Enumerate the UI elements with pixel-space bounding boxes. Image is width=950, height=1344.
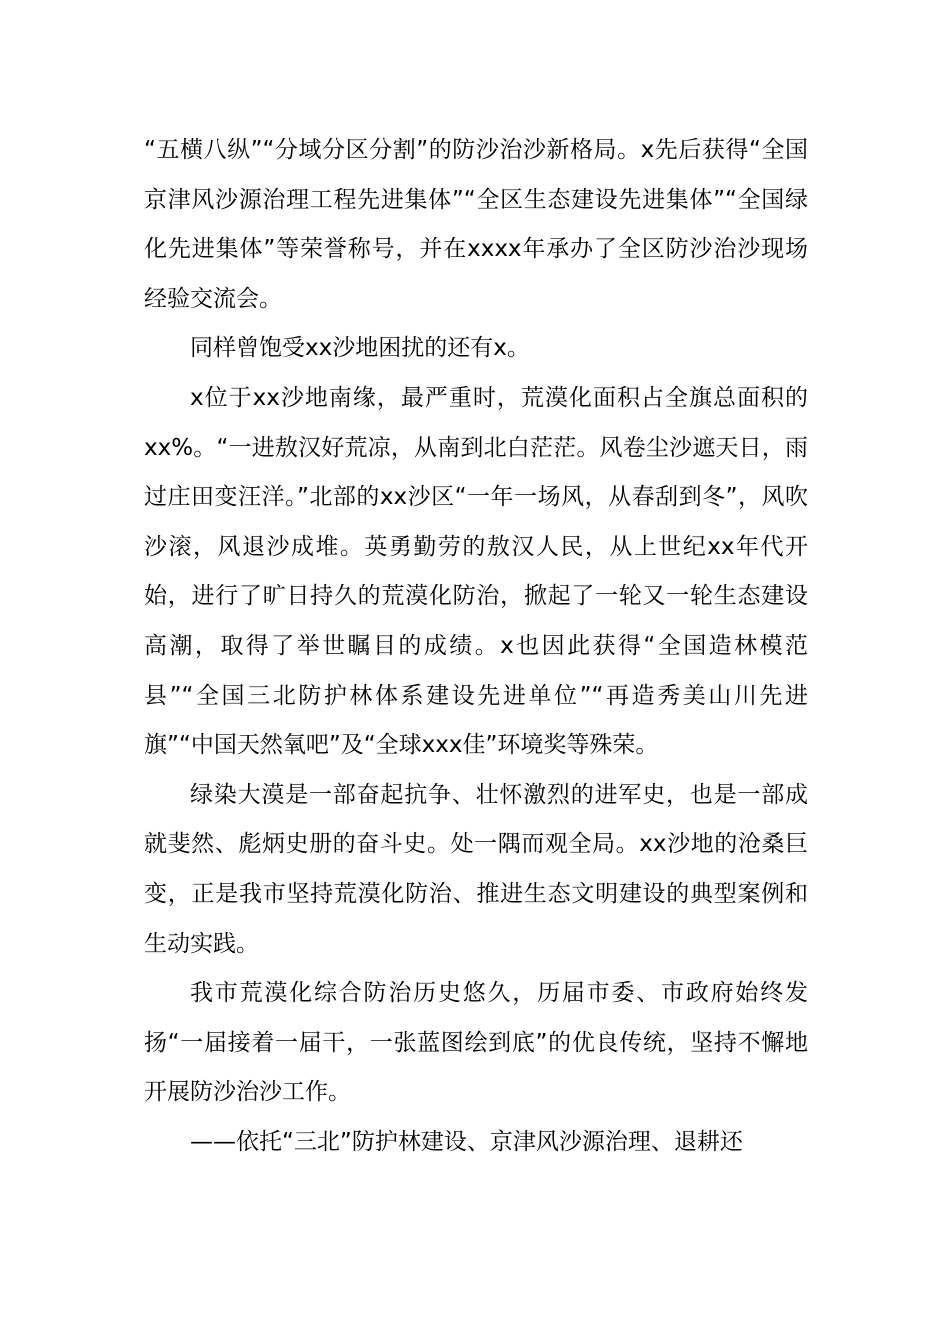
paragraph: ——依托“三北”防护林建设、京津风沙源治理、退耕还 — [190, 1128, 743, 1155]
paragraph: 我市荒漠化综合防治历史悠久，历届市委、市政府始终发扬“一届接着一届干，一张蓝图绘到底”的优良传统，坚持不懈地开展防沙治沙工作。 — [144, 980, 808, 1106]
paragraph: x位于xx沙地南缘，最严重时，荒漠化面积占全旗总面积的xx%。“一进敖汉好荒凉，从南到北白茫茫。风卷尘沙遮天日，雨过庄田变汪洋。”北部的xx沙区“一年一场风，从春刮到冬”，风吹沙滚，风退沙成堆。英勇勤劳的敖汉人民，从上世纪xx年代开始，进行了旷日持久的荒漠化防治，掀起了一轮又一轮生态建设高潮，取得了举世瞩目的成绩。x也因此获得“全国造林模范县”“全国三北防护林体系建设先进单位”“再造秀美山川先进旗”“中国天然氧吧”及“全球xxx佳”环境奖等殊荣。 — [144, 384, 808, 759]
paragraph-continuation: “五横八纵”“分域分区分割”的防沙治沙新格局。x先后获得“全国京津风沙源治理工程先进集体”“全区生态建设先进集体”“全国绿化先进集体”等荣誉称号，并在xxxx年承办了全区防沙治沙现场经验交流会。 — [144, 137, 808, 312]
paragraph: 绿染大漠是一部奋起抗争、壮怀激烈的进军史，也是一部成就斐然、彪炳史册的奋斗史。处一隅而观全局。xx沙地的沧桑巨变，正是我市坚持荒漠化防治、推进生态文明建设的典型案例和生动实践。 — [144, 781, 808, 957]
paragraph: 同样曾饱受xx沙地困扰的还有x。 — [190, 335, 530, 362]
document-body — [144, 126, 808, 1167]
